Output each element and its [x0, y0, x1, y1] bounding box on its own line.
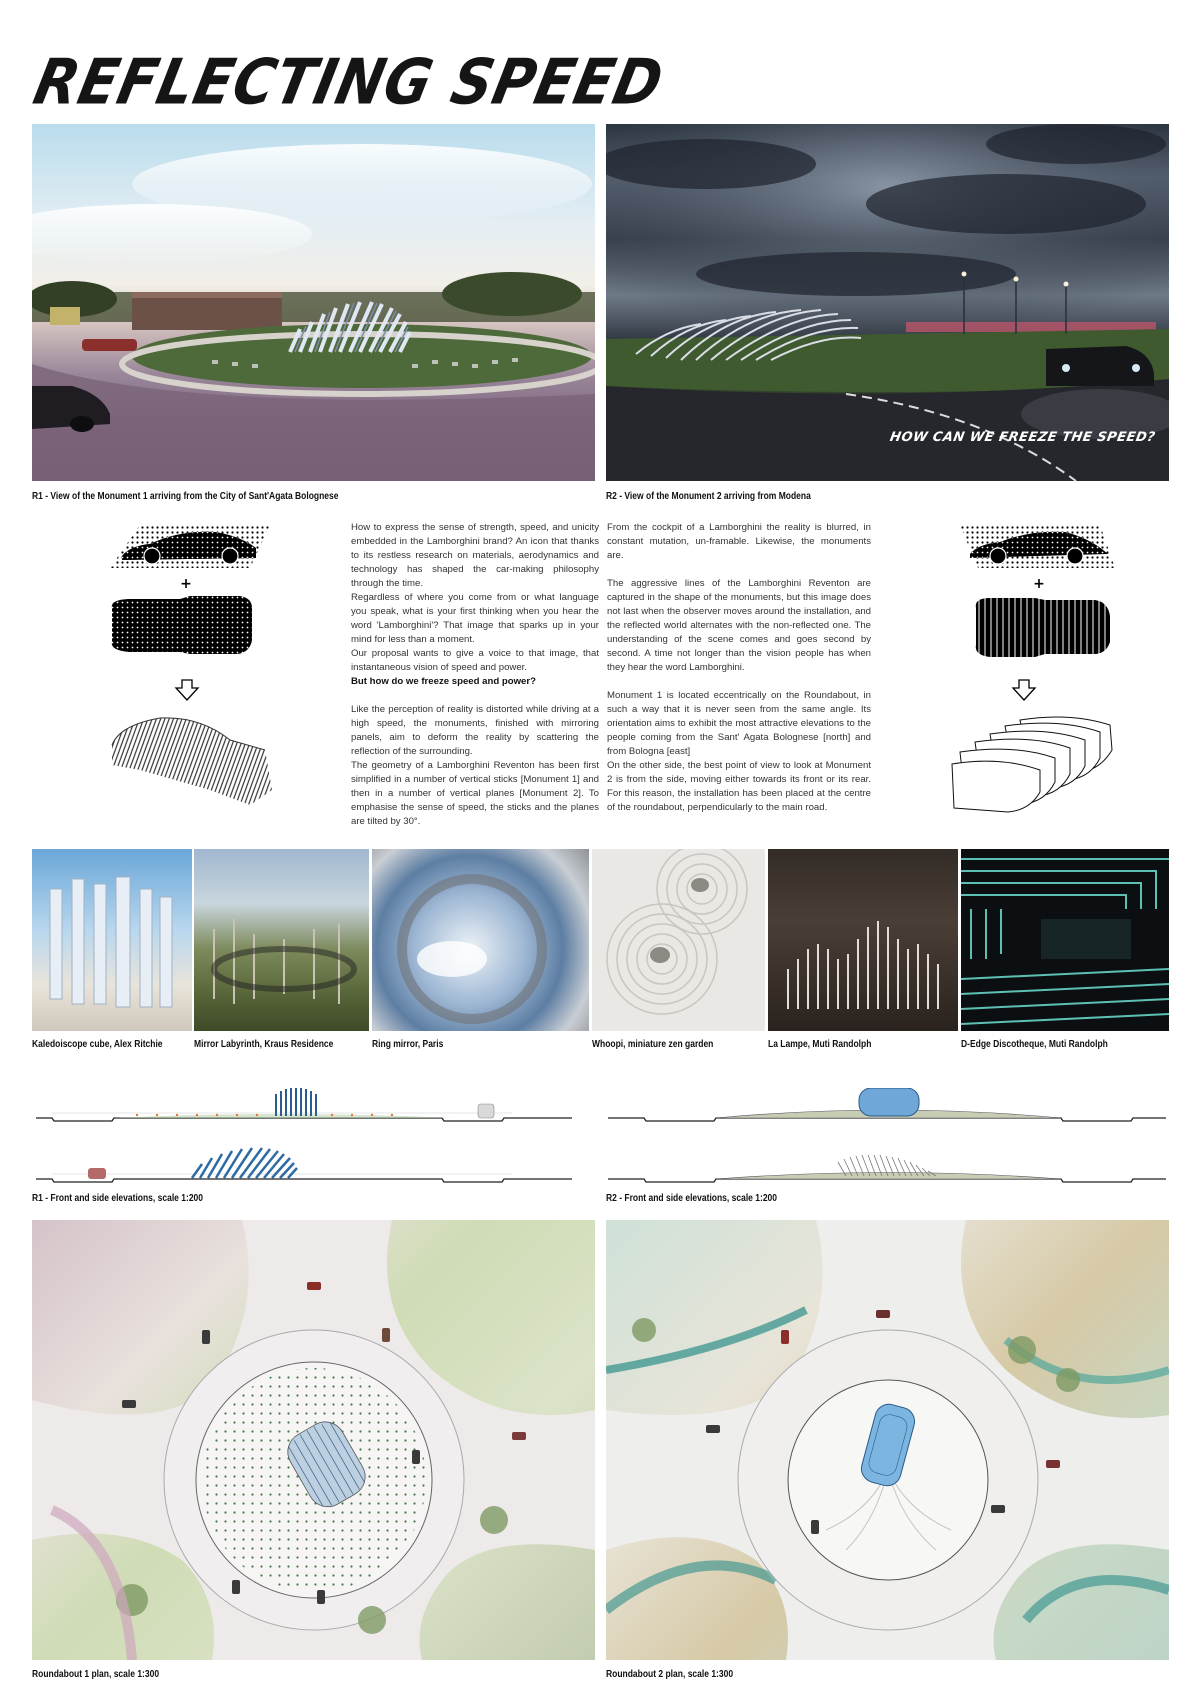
car-front-icon [478, 1104, 494, 1118]
paragraph: The geometry of a Lamborghini Reventon has been first simplified in a number of vertical sticks [Monument 1] and then in a number of vertical planes [Monument 2]. To emphasise the sense of speed, the sticks and the planes are tilted by 30°. [351, 760, 599, 827]
reference-caption: Whoopi, miniature zen garden [592, 1039, 714, 1050]
ring-mirror-illustration [372, 849, 589, 1031]
plus-icon: + [1033, 576, 1045, 592]
reference-image-d-edge [961, 849, 1169, 1031]
render-r1-image [32, 124, 595, 481]
kaleidoscope-illustration [32, 849, 192, 1031]
monument-2-concept-diagram [950, 520, 1150, 820]
monument-2-render-illustration [606, 124, 1169, 481]
la-lampe-illustration [768, 849, 958, 1031]
paragraph: The aggressive lines of the Lamborghini Reventon are captured in the shape of the monuments, but this image does not last when the observer moves around the installation, and the reflected world alternates with the non-reflected one. The understanding of the scene comes and goes second by second. A time not longer than the vision people has when they hear the word Lamborghini. [607, 578, 871, 673]
roundabout-1-plan-caption: Roundabout 1 plan, scale 1:300 [32, 1669, 160, 1680]
monument-1-render-illustration [32, 124, 595, 481]
roundabout-1-plan [32, 1220, 595, 1660]
reference-image-ring-mirror [372, 849, 589, 1031]
reference-image-la-lampe [768, 849, 958, 1031]
page-title: REFLECTING SPEED [27, 46, 670, 120]
arrow-down-icon [176, 680, 198, 700]
reference-image-kaleidoscope [32, 849, 192, 1031]
reference-caption: Ring mirror, Paris [372, 1039, 444, 1050]
r2-elevations-drawing [606, 1088, 1169, 1183]
paragraph: Monument 1 is located eccentrically on the Roundabout, in such a way that it is never seen from the same angle. Its orientation aims to exhibit the most attractive elevations to the people coming from the Sant' Agata Bolognese [north] and from Bologna [east] [607, 690, 871, 757]
roundabout-2-plan-caption: Roundabout 2 plan, scale 1:300 [606, 1669, 734, 1680]
reference-caption: La Lampe, Muti Randolph [768, 1039, 872, 1050]
reference-caption: Mirror Labyrinth, Kraus Residence [194, 1039, 334, 1050]
paragraph: Like the perception of reality is distorted while driving at a high speed, the monuments, finished with mirroring panels, aim to deform the reality by scattering the reflection of the surrounding. [351, 704, 599, 757]
paragraph: How to express the sense of strength, speed, and unicity embedded in the Lamborghini brand? An icon that thanks to its restless research on materials, aerodynamics and technology has shaped the car-making philosophy through the time. [351, 522, 599, 589]
mirror-labyrinth-illustration [194, 849, 369, 1031]
paragraph: Regardless of where you come from or what language you speak, what is your first thinking when you hear the word 'Lamborghini'? That image that sparks up in your mind for less than a moment. [351, 592, 599, 645]
description-column-right [607, 521, 871, 815]
monument-1-concept-diagram [100, 520, 300, 820]
monument-1-diagram-graphic [100, 520, 300, 815]
paragraph: From the cockpit of a Lamborghini the reality is blurred, in constant mutation, un-framable. Likewise, the monuments are. [607, 522, 871, 561]
paragraph: Our proposal wants to give a voice to that image, that instantaneous vision of speed and power. [351, 648, 599, 673]
reference-caption: Kaledoiscope cube, Alex Ritchie [32, 1039, 163, 1050]
paragraph-question: But how do we freeze speed and power? [351, 676, 536, 687]
render-r2-caption: R2 - View of the Monument 2 arriving from Modena [606, 491, 811, 502]
reference-image-zen-garden [592, 849, 765, 1031]
monument-2-diagram-graphic [950, 520, 1150, 815]
r1-elevation-caption: R1 - Front and side elevations, scale 1:200 [32, 1193, 204, 1204]
arrow-down-icon [1013, 680, 1035, 700]
r2-elevation-caption: R2 - Front and side elevations, scale 1:200 [606, 1193, 778, 1204]
roundabout-2-plan-graphic [606, 1220, 1169, 1660]
r2-elevation-graphic [606, 1088, 1169, 1183]
reference-caption: D-Edge Discotheque, Muti Randolph [961, 1039, 1108, 1050]
zen-garden-illustration [592, 849, 765, 1031]
render-r1-caption: R1 - View of the Monument 1 arriving from the City of Sant'Agata Bolognese [32, 491, 339, 502]
reference-image-mirror-labyrinth [194, 849, 369, 1031]
plus-icon: + [180, 576, 192, 592]
render-overlay-quote: HOW CAN WE FREEZE THE SPEED? [888, 430, 1157, 445]
roundabout-2-plan [606, 1220, 1169, 1660]
d-edge-illustration [961, 849, 1169, 1031]
monument-2-front-view [859, 1088, 919, 1116]
r1-elevation-graphic [32, 1088, 595, 1183]
r1-elevations-drawing [32, 1088, 595, 1183]
car-red-icon [88, 1168, 106, 1179]
roundabout-1-plan-graphic [32, 1220, 595, 1660]
render-r2-image [606, 124, 1169, 481]
paragraph: On the other side, the best point of view to look at Monument 2 is from the side, moving either towards its front or its rear. For this reason, the installation has been placed at the centre of the roundabout, perpendicularly to the main road. [607, 760, 871, 813]
description-column-left [351, 521, 599, 829]
